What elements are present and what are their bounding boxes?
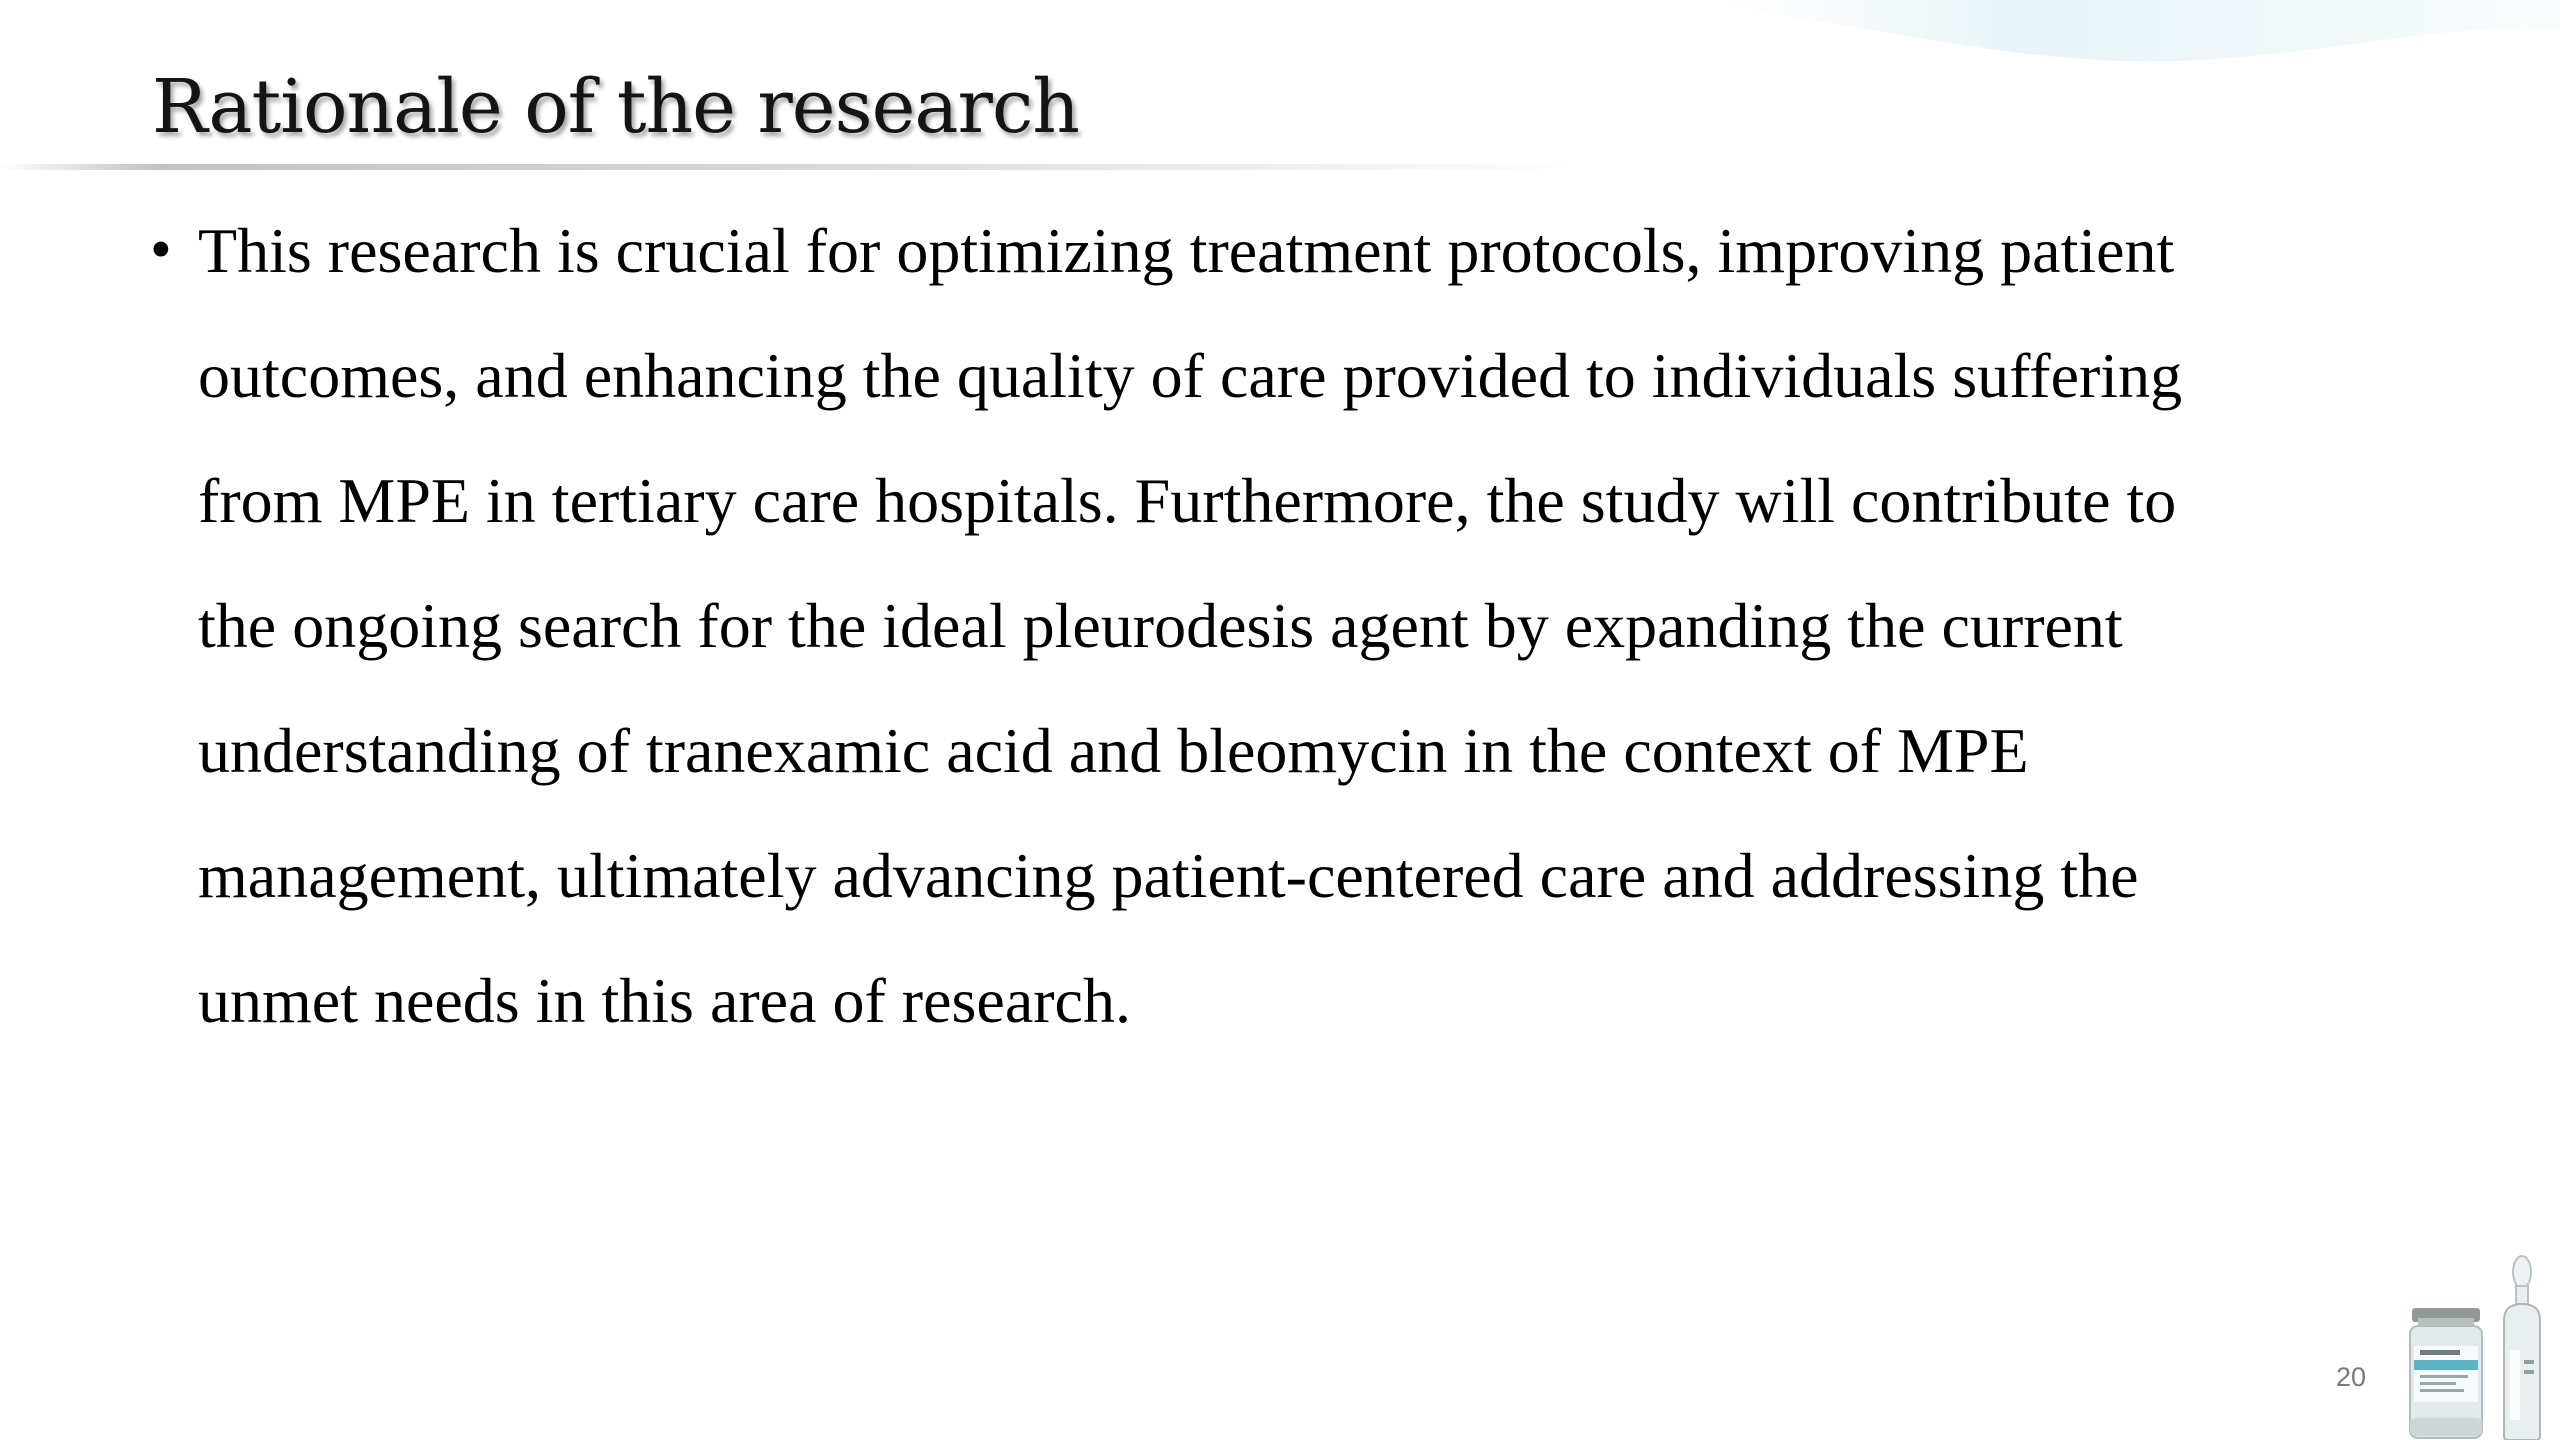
bullet-line: understanding of tranexamic acid and bleomycin in the context of MPE xyxy=(198,715,2029,786)
bullet-line: unmet needs in this area of research. xyxy=(198,965,1131,1036)
bullet-list xyxy=(150,188,2410,1063)
medicine-vials-icon xyxy=(2400,1250,2560,1440)
page-number: 20 xyxy=(2336,1362,2367,1392)
bullet-line: This research is crucial for optimizing treatment protocols, improving patient xyxy=(198,215,2175,286)
decorative-top-wash xyxy=(1720,0,2560,80)
bullet-line: from MPE in tertiary care hospitals. Furthermore, the study will contribute to xyxy=(198,465,2177,536)
bullet-line: the ongoing search for the ideal pleurodesis agent by expanding the current xyxy=(198,590,2123,661)
bullet-line: outcomes, and enhancing the quality of care provided to individuals suffering xyxy=(198,340,2183,411)
bullet-line: management, ultimately advancing patient-centered care and addressing the xyxy=(198,840,2139,911)
bullet-item xyxy=(150,188,2410,1063)
title-divider xyxy=(0,164,1580,170)
slide-title: Rationale of the research xyxy=(152,64,1079,150)
bullet-marker: • xyxy=(150,216,172,284)
